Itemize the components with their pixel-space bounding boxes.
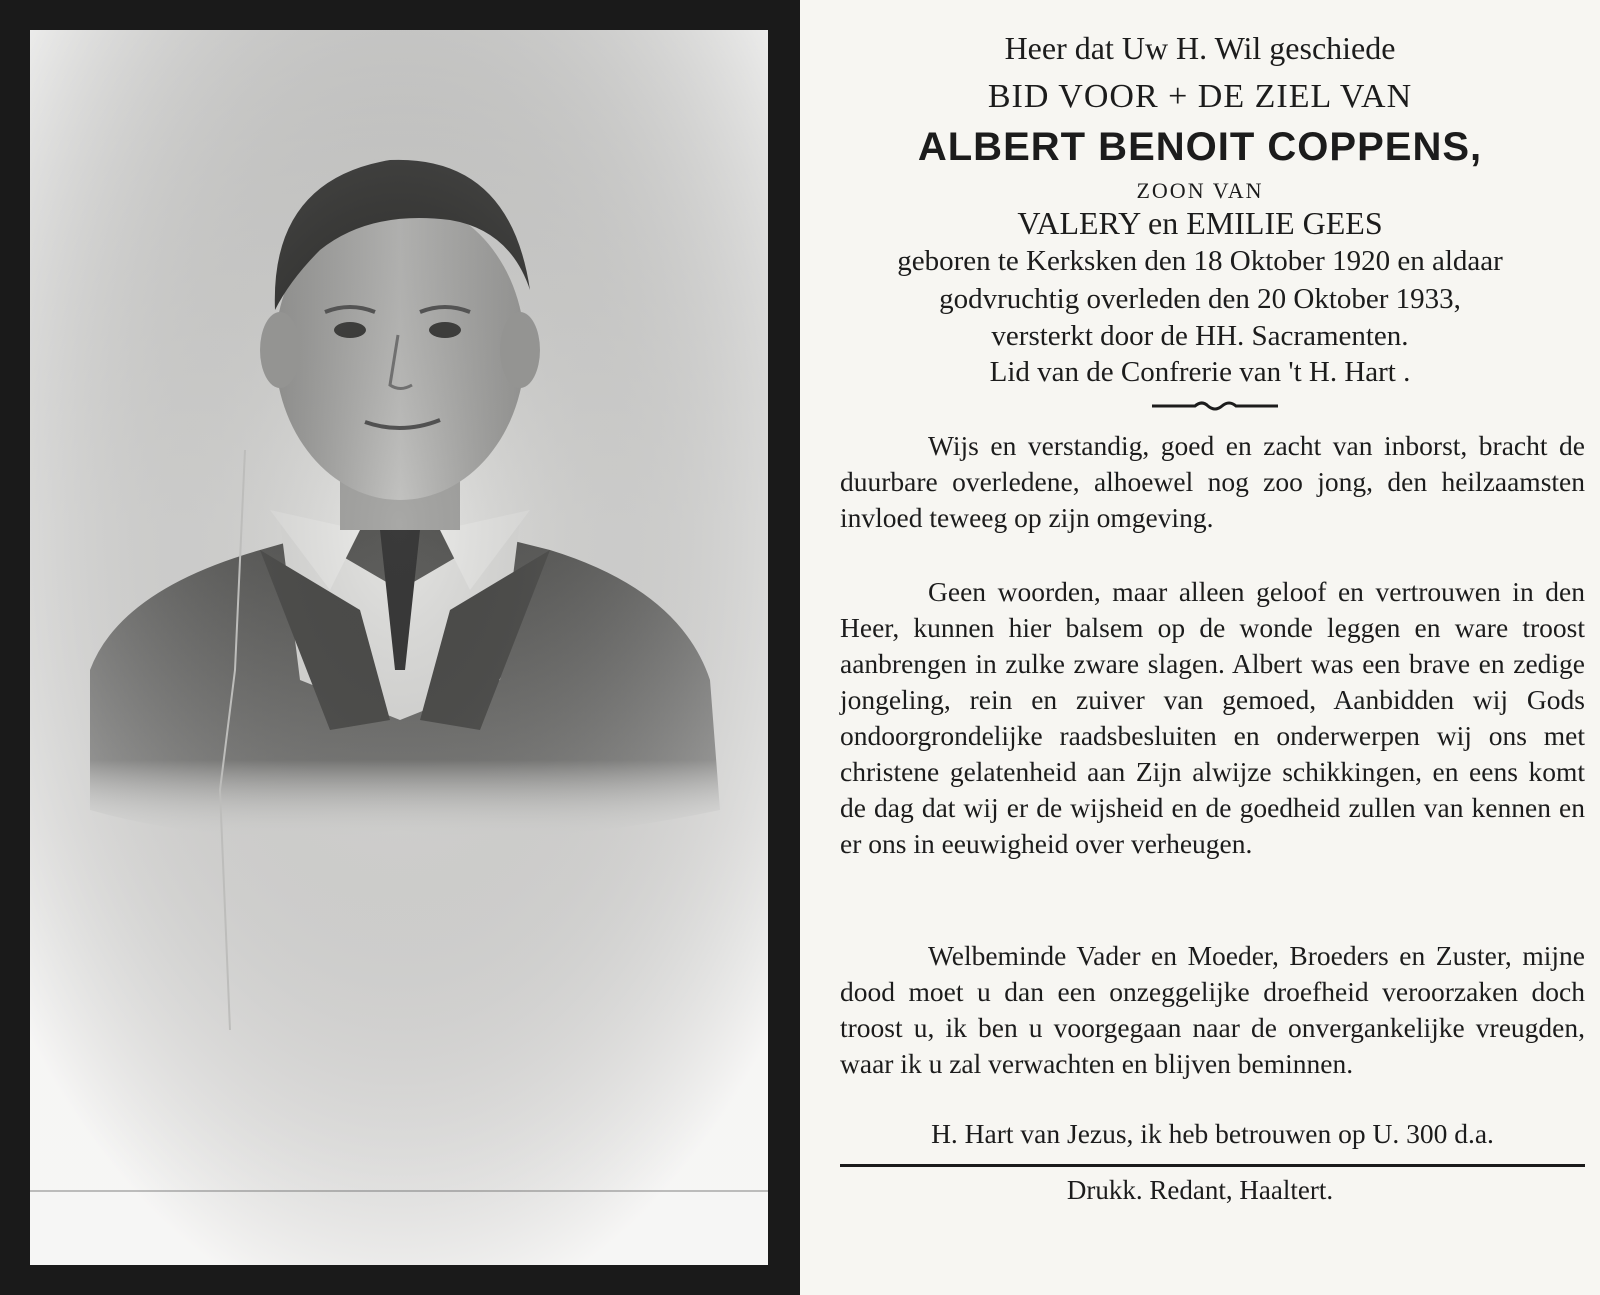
membership-line: Lid van de Confrerie van 't H. Hart .: [989, 356, 1411, 388]
paragraph-1: Wijs en verstandig, goed en zacht van inborst, bracht de duurbare overledene, alhoewel nog zoo jong, den heilzaamsten invloed teweeg op zijn omgeving.: [840, 430, 1585, 533]
death-line: godvruchtig overleden den 20 Oktober 1933,: [939, 283, 1461, 315]
deceased-name: ALBERT BENOIT COPPENS,: [917, 125, 1483, 169]
photo-mat: [30, 30, 768, 1265]
paragraph-2: Geen woorden, maar alleen geloof en vertrouwen in den Heer, kunnen hier balsem op de wonde leggen en ware troost aanbrengen in zulke zware slagen. Albert was een brave en zedige jongeling, rein en zuiver van gemoed, Aanbidden wij Gods ondoorgrondelijke raadsbesluiten en onderwerpen wij ons met christene gelatenheid aan Zijn alwijze schikkingen, en eens komt de dag dat wij er de wijsheid en de goedheid zullen van kennen en er ons in eeuwigheid over verheugen.: [840, 576, 1585, 859]
paragraph-3: Welbeminde Vader en Moeder, Broeders en Zuster, mijne dood moet u dan een onzeggelijke droefheid veroorzaken doch troost u, ik ben u voorgegaan naar de onvergankelijke vreugden, waar ik u zal verwachten en blijven beminnen.: [840, 940, 1585, 1079]
text-card: [800, 0, 1600, 1295]
sacraments-line: versterkt door de HH. Sacramenten.: [991, 320, 1409, 352]
parents: VALERY en EMILIE GEES: [1017, 205, 1383, 241]
flourish-ornament: [1150, 398, 1280, 414]
motto: Heer dat Uw H. Wil geschiede: [1004, 30, 1396, 66]
birth-line: geboren te Kerksken den 18 Oktober 1920 en aldaar: [897, 245, 1503, 277]
printer-credit: Drukk. Redant, Haaltert.: [1066, 1175, 1334, 1205]
photo-crease: [30, 1190, 768, 1192]
son-of-label: ZOON VAN: [1136, 178, 1264, 203]
divider-rule: [840, 1164, 1585, 1167]
prayer-line: H. Hart van Jezus, ik heb betrouwen op U. 300 d.a.: [931, 1118, 1494, 1149]
invocation: BID VOOR + DE ZIEL VAN: [987, 78, 1413, 115]
portrait-photo: [30, 30, 768, 1265]
